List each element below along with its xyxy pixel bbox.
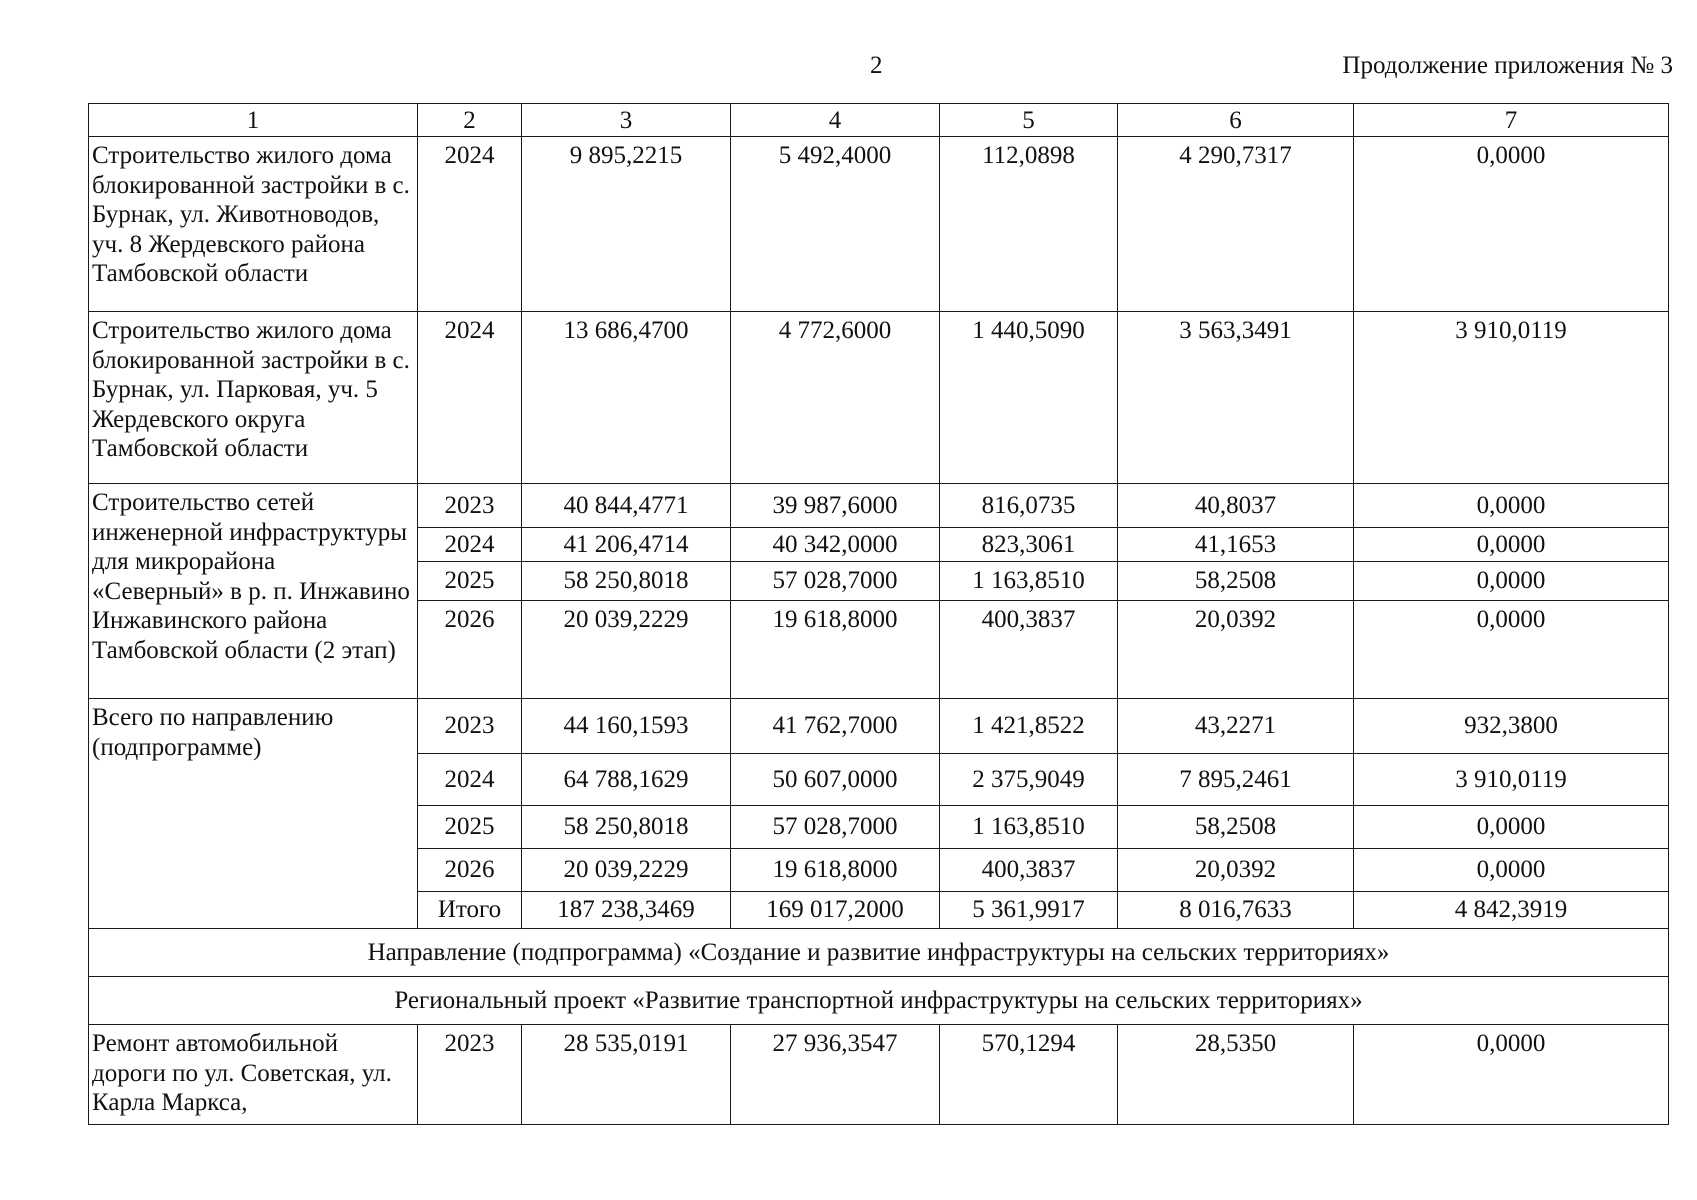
year-cell: 2023 — [418, 484, 522, 528]
value-cell: 3 910,0119 — [1354, 754, 1669, 806]
value-cell: 50 607,0000 — [731, 754, 940, 806]
value-cell: 20,0392 — [1118, 601, 1354, 699]
value-cell: 20 039,2229 — [522, 601, 731, 699]
page-number: 2 — [870, 52, 883, 79]
value-cell: 3 910,0119 — [1354, 312, 1669, 484]
value-cell: 0,0000 — [1354, 849, 1669, 892]
value-cell: 58,2508 — [1118, 806, 1354, 849]
value-cell: 1 163,8510 — [940, 806, 1118, 849]
value-cell: 169 017,2000 — [731, 892, 940, 929]
year-cell: 2026 — [418, 849, 522, 892]
value-cell: 8 016,7633 — [1118, 892, 1354, 929]
value-cell: 187 238,3469 — [522, 892, 731, 929]
column-header: 7 — [1354, 104, 1669, 137]
value-cell: 20,0392 — [1118, 849, 1354, 892]
value-cell: 3 563,3491 — [1118, 312, 1354, 484]
year-cell: 2024 — [418, 312, 522, 484]
section-heading-project: Региональный проект «Развитие транспортной инфраструктуры на сельских территориях» — [89, 977, 1669, 1025]
value-cell: 57 028,7000 — [731, 562, 940, 601]
value-cell: 0,0000 — [1354, 562, 1669, 601]
value-cell: 4 290,7317 — [1118, 137, 1354, 312]
value-cell: 40,8037 — [1118, 484, 1354, 528]
object-name: Строительство жилого дома блокированной застройки в с. Бурнак, ул. Животноводов, уч. 8 Жердевского района Тамбовской области — [89, 137, 418, 312]
value-cell: 1 421,8522 — [940, 699, 1118, 754]
value-cell: 400,3837 — [940, 601, 1118, 699]
value-cell: 0,0000 — [1354, 601, 1669, 699]
value-cell: 39 987,6000 — [731, 484, 940, 528]
value-cell: 932,3800 — [1354, 699, 1669, 754]
value-cell: 28,5350 — [1118, 1025, 1354, 1125]
column-header: 1 — [89, 104, 418, 137]
value-cell: 58 250,8018 — [522, 806, 731, 849]
year-cell: 2025 — [418, 806, 522, 849]
total-label: Всего по направлению (подпрограмме) — [89, 699, 418, 929]
value-cell: 0,0000 — [1354, 137, 1669, 312]
financing-table — [88, 103, 1669, 1125]
value-cell: 40 342,0000 — [731, 528, 940, 562]
value-cell: 41,1653 — [1118, 528, 1354, 562]
value-cell: 58 250,8018 — [522, 562, 731, 601]
value-cell: 5 361,9917 — [940, 892, 1118, 929]
column-header: 6 — [1118, 104, 1354, 137]
value-cell: 40 844,4771 — [522, 484, 731, 528]
object-name: Строительство сетей инженерной инфраструктуры для микрорайона «Северный» в р. п. Инжавино Инжавинского района Тамбовской области (2 этап) — [89, 484, 418, 699]
value-cell: 27 936,3547 — [731, 1025, 940, 1125]
table-row — [89, 1025, 1669, 1125]
value-cell: 570,1294 — [940, 1025, 1118, 1125]
value-cell: 41 206,4714 — [522, 528, 731, 562]
table-row — [89, 484, 1669, 528]
value-cell: 823,3061 — [940, 528, 1118, 562]
table-row — [89, 137, 1669, 312]
value-cell: 400,3837 — [940, 849, 1118, 892]
value-cell: 4 772,6000 — [731, 312, 940, 484]
value-cell: 41 762,7000 — [731, 699, 940, 754]
value-cell: 19 618,8000 — [731, 849, 940, 892]
year-cell: 2025 — [418, 562, 522, 601]
value-cell: 9 895,2215 — [522, 137, 731, 312]
value-cell: 1 440,5090 — [940, 312, 1118, 484]
value-cell: 64 788,1629 — [522, 754, 731, 806]
value-cell: 0,0000 — [1354, 1025, 1669, 1125]
column-header: 5 — [940, 104, 1118, 137]
object-name: Ремонт автомобильной дороги по ул. Советская, ул. Карла Маркса, — [89, 1025, 418, 1125]
value-cell: 43,2271 — [1118, 699, 1354, 754]
year-cell: 2024 — [418, 528, 522, 562]
appendix-continuation: Продолжение приложения № 3 — [1342, 52, 1673, 79]
value-cell: 13 686,4700 — [522, 312, 731, 484]
value-cell: 0,0000 — [1354, 806, 1669, 849]
object-name: Строительство жилого дома блокированной застройки в с. Бурнак, ул. Парковая, уч. 5 Жердевского округа Тамбовской области — [89, 312, 418, 484]
year-cell: 2024 — [418, 137, 522, 312]
year-cell: 2023 — [418, 1025, 522, 1125]
table-row — [89, 977, 1669, 1025]
year-cell: Итого — [418, 892, 522, 929]
value-cell: 1 163,8510 — [940, 562, 1118, 601]
value-cell: 19 618,8000 — [731, 601, 940, 699]
year-cell: 2023 — [418, 699, 522, 754]
year-cell: 2024 — [418, 754, 522, 806]
column-header: 4 — [731, 104, 940, 137]
value-cell: 0,0000 — [1354, 484, 1669, 528]
value-cell: 57 028,7000 — [731, 806, 940, 849]
value-cell: 2 375,9049 — [940, 754, 1118, 806]
table-row — [89, 699, 1669, 754]
value-cell: 112,0898 — [940, 137, 1118, 312]
year-cell: 2026 — [418, 601, 522, 699]
table-header-row — [89, 104, 1669, 137]
value-cell: 5 492,4000 — [731, 137, 940, 312]
value-cell: 20 039,2229 — [522, 849, 731, 892]
table-row — [89, 312, 1669, 484]
value-cell: 4 842,3919 — [1354, 892, 1669, 929]
table-row — [89, 929, 1669, 977]
value-cell: 0,0000 — [1354, 528, 1669, 562]
value-cell: 58,2508 — [1118, 562, 1354, 601]
column-header: 2 — [418, 104, 522, 137]
value-cell: 44 160,1593 — [522, 699, 731, 754]
value-cell: 7 895,2461 — [1118, 754, 1354, 806]
section-heading-direction: Направление (подпрограмма) «Создание и развитие инфраструктуры на сельских территориях» — [89, 929, 1669, 977]
column-header: 3 — [522, 104, 731, 137]
value-cell: 28 535,0191 — [522, 1025, 731, 1125]
value-cell: 816,0735 — [940, 484, 1118, 528]
